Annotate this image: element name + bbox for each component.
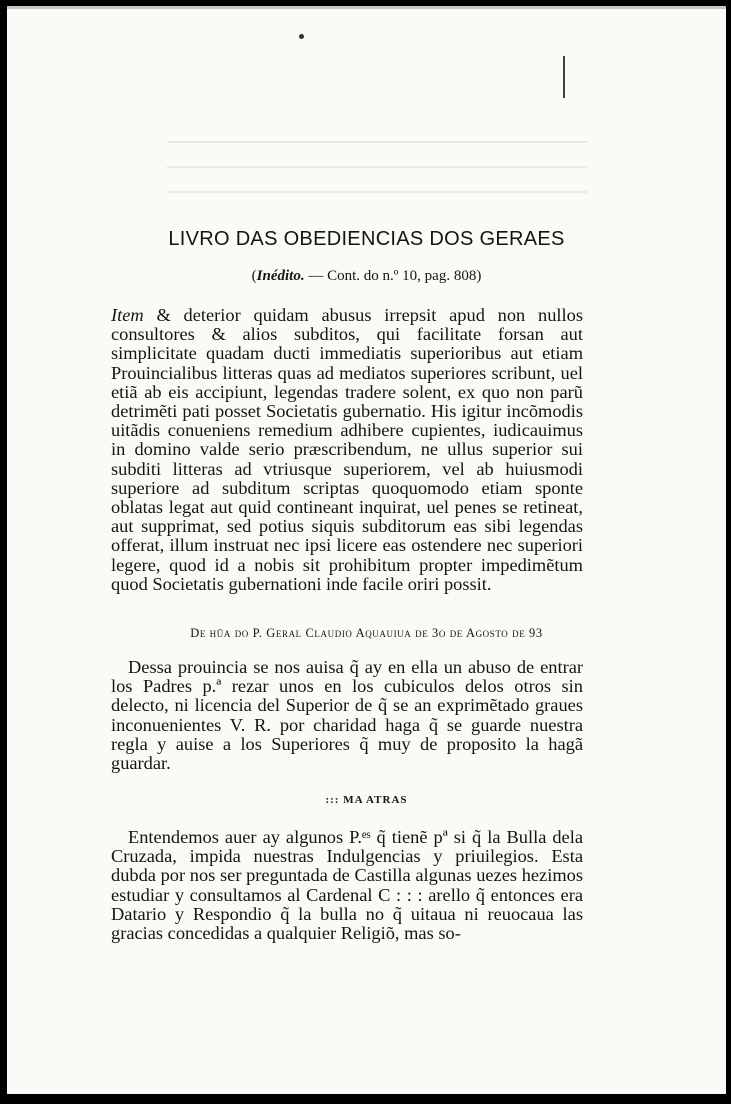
page-title: LIVRO DAS OBEDIENCIAS DOS GERAES <box>168 228 565 250</box>
subtitle <box>7 268 726 285</box>
show-through-line <box>167 166 587 168</box>
latin-paragraph <box>111 306 583 594</box>
show-through-line <box>167 141 587 143</box>
spanish-paragraph-1: Dessa prouincia se nos auisa q̃ ay en ella un abuso de entrar los Padres p.ª rezar unos en los cubiculos delos otros sin delecto, ni licencia del Superior de q̃ se an exprimẽtado graues inconuenientes V. R. por charidad haga q̃ se guarde nuestra regla y auise a los Superiores q̃ muy de proposito la hagã guardar. <box>111 657 583 774</box>
subtitle-status: Inédito. <box>256 268 305 284</box>
item-word: Item <box>111 305 144 325</box>
subtitle-reference: — Cont. do n.º 10, pag. 808) <box>304 268 482 284</box>
document-page <box>7 6 726 1094</box>
ink-speck <box>299 34 304 39</box>
margin-rule <box>563 56 565 98</box>
section-heading: ::: MA ATRAS <box>325 794 408 806</box>
scan-top-edge <box>7 6 726 9</box>
show-through-line <box>167 191 587 193</box>
spanish-paragraph-2: Entendemos auer ay algunos P.ᵉˢ q̃ tienẽ pª si q̃ la Bulla dela Cruzada, impida nuestras Indulgencias y priuilegios. Esta dubda por nos ser preguntada de Castilla algunas uezes hezimos estudiar y consultamos al Cardenal C : : : arello q̃ entonces era Datario y Respondio q̃ la bulla no q̃ uitaua ni reuocaua las gracias concedidas a qualquier Religiõ, mas so- <box>111 827 583 944</box>
letter-heading: De hũa do P. Geral Claudio Aquauiua de 3o de Agosto de 93 <box>190 626 543 640</box>
subtitle-open: ( <box>251 268 257 284</box>
latin-paragraph-text: & deterior quidam abusus irrepsit apud non nullos consultores & alios subditos, qui facilitate forsan aut simplicitate quadam ducti immediatis superioribus aut etiam Prouincialibus litteras quas ad mediatos superiores scribunt, uel etiã ab eis accipiunt, legendas tradere solent, ex quo non parũ detrimẽti pati posset Societatis gubernatio. His igitur incõmodis uitãdis conueniens remedium adhibere cupientes, iudicauimus in domino valde serio præscribendum, ne ullus superior sui subditi litteras ad vtriusque superiorem, vel ab huiusmodi superiore ad subditum scriptas quoquomodo etiam sponte oblatas legat aut quid contineant inquirat, uel penes se retineat, aut supprimat, sed potius siquis subditorum eas sibi legendas offerat, illum instruat nec ipsi licere eas ostendere nec superiori legere, quod id a nobis sit prohibitum propter impedimẽtum quod Societatis gubernationi inde facile oriri possit. <box>111 305 583 594</box>
